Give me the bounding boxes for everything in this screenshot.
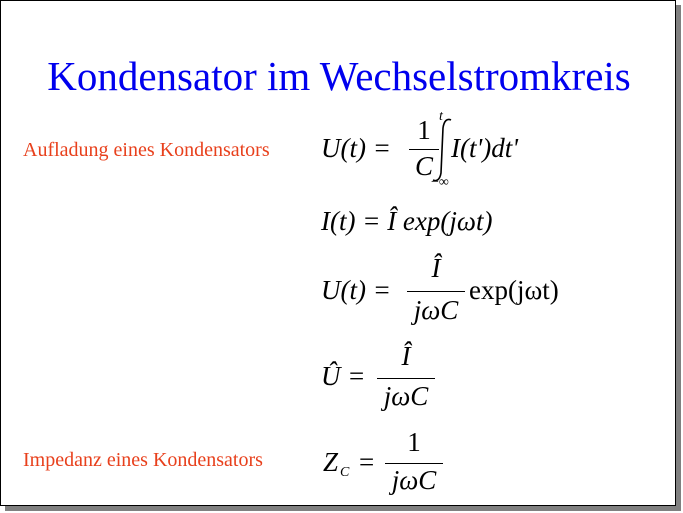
eq1-lower-limit: −∞ xyxy=(431,175,449,190)
eq2-expression: I(t) = Î exp(jωt) xyxy=(321,206,493,236)
impedance-label: Impedanz eines Kondensators xyxy=(23,449,263,471)
equation-charging xyxy=(321,111,541,191)
eq4-lhs: Û = xyxy=(321,361,366,391)
eq5-subscript: C xyxy=(340,465,350,480)
eq3-denominator: jωC xyxy=(413,295,459,325)
eq3-fraction-bar xyxy=(407,291,465,292)
eq3-numerator: Î xyxy=(431,253,441,283)
eq1-denominator: C xyxy=(414,151,433,181)
slide-title: Kondensator im Wechselstromkreis xyxy=(47,53,631,99)
eq5-equals: = xyxy=(359,447,375,477)
eq1-lhs: U(t) = xyxy=(321,133,391,163)
charging-label: Aufladung eines Kondensators xyxy=(23,139,270,161)
eq4-fraction-bar xyxy=(377,378,435,379)
eq5-fraction-bar xyxy=(385,463,443,464)
equation-current xyxy=(321,206,492,237)
equation-voltage xyxy=(321,253,581,333)
eq3-lhs: U(t) = xyxy=(321,275,391,305)
equation-amplitude xyxy=(321,341,461,421)
eq1-integrand: I(t')dt' xyxy=(451,133,519,163)
eq5-lhs: Z xyxy=(323,447,339,477)
eq4-denominator: jωC xyxy=(383,381,429,411)
eq1-upper-limit: t xyxy=(439,109,443,124)
equation-impedance xyxy=(323,425,463,501)
eq3-tail: exp(jωt) xyxy=(469,275,559,305)
eq5-numerator: 1 xyxy=(407,427,421,457)
eq4-numerator: Î xyxy=(401,341,411,371)
eq1-numerator: 1 xyxy=(417,115,431,145)
eq5-denominator: jωC xyxy=(391,465,437,495)
